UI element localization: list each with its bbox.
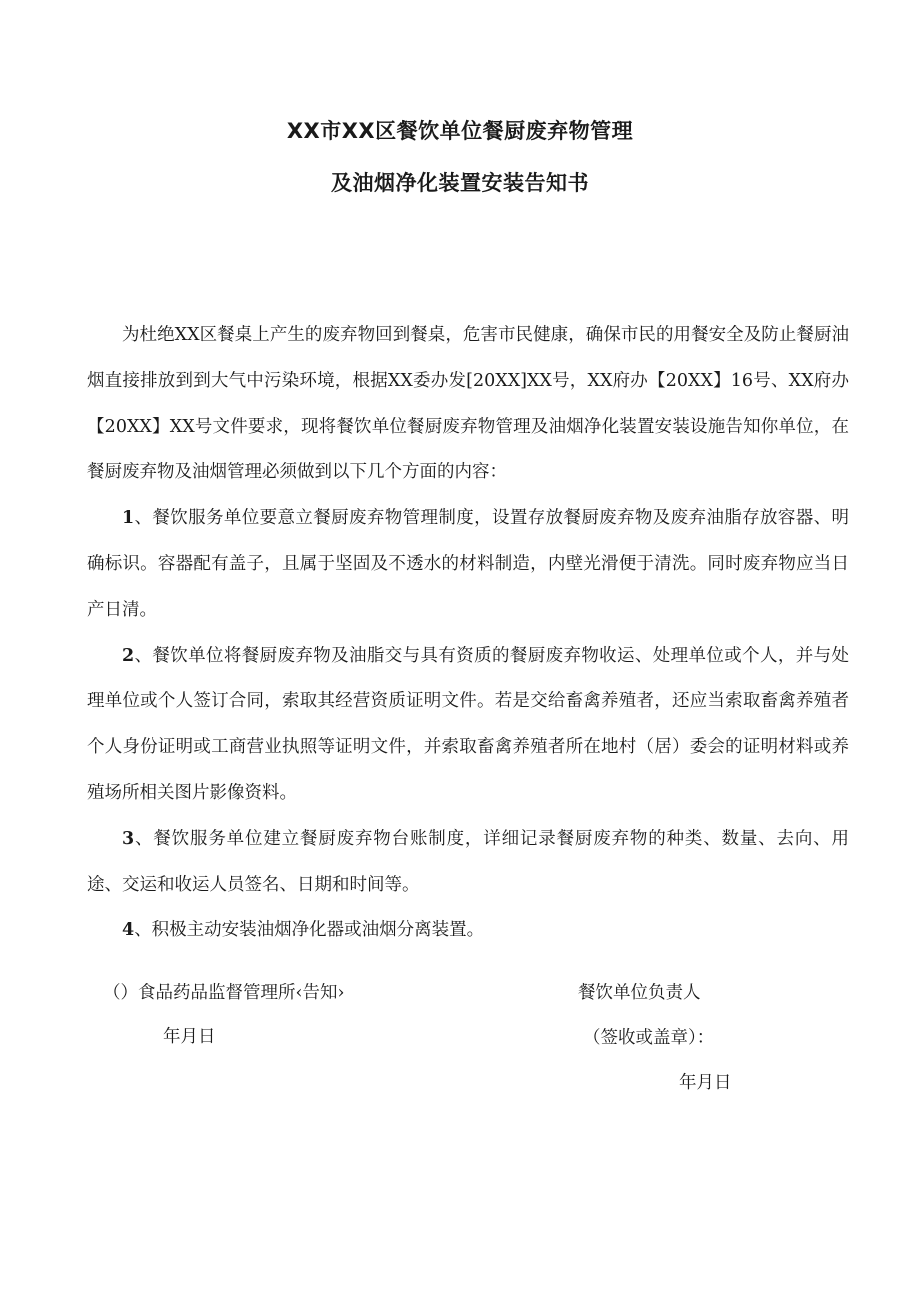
signature-field: （签收或盖章）：: [583, 1028, 715, 1048]
item-2-paragraph: [87, 634, 849, 817]
item-2-number: 2: [122, 645, 135, 666]
issuing-date: 年月日: [163, 1027, 216, 1047]
responsible-person-label: 餐饮单位负责人: [578, 983, 701, 1003]
receipt-date: 年月日: [679, 1073, 732, 1093]
item-4-number: 4: [122, 920, 135, 941]
item-3-number: 3: [122, 828, 135, 849]
item-2-text: 、餐饮单位将餐厨废弃物及油脂交与具有资质的餐厨废弃物收运、处理单位或个人，并与处理单位或个人签订合同，索取其经营资质证明文件。若是交给畜禽养殖者，还应当索取畜禽养殖者个人身份证明或工商营业执照等证明文件，并索取畜禽养殖者所在地村（居）委会的证明材料或养殖场所相关图片影像资料。: [87, 645, 849, 803]
item-4-text: 、积极主动安装油烟净化器或油烟分离装置。: [134, 920, 485, 941]
item-3-text: 、餐饮服务单位建立餐厨废弃物台账制度，详细记录餐厨废弃物的种类、数量、去向、用途、交运和收运人员签名、日期和时间等。: [87, 828, 849, 895]
item-1-text: 、餐饮服务单位要意立餐厨废弃物管理制度，设置存放餐厨废弃物及废弃油脂存放容器、明确标识。容器配有盖子，且属于坚固及不透水的材料制造，内壁光滑便于清洗。同时废弃物应当日产日清。: [87, 508, 849, 620]
intro-paragraph: 为杜绝XX区餐桌上产生的废弃物回到餐桌，危害市民健康，确保市民的用餐安全及防止餐厨油烟直接排放到到大气中污染环境，根据XX委办发[20XX]XX号，XX府办【20XX】16号、XX府办【20XX】XX号文件要求，现将餐饮单位餐厨废弃物管理及油烟净化装置安装设施告知你单位，在餐厨废弃物及油烟管理必须做到以下几个方面的内容：: [87, 325, 849, 483]
item-1-number: 1: [122, 508, 135, 529]
issuing-agency: （）食品药品监督管理所‹告知›: [103, 983, 345, 1003]
item-1-paragraph: [87, 496, 849, 633]
document-title-line-2: 及油烟净化装置安装告知书: [331, 171, 589, 195]
item-3-paragraph: [87, 817, 849, 909]
document-title-line-1: XX市XX区餐饮单位餐厨废弃物管理: [286, 119, 634, 143]
document-body: [87, 313, 849, 954]
item-4-paragraph: [87, 908, 849, 954]
